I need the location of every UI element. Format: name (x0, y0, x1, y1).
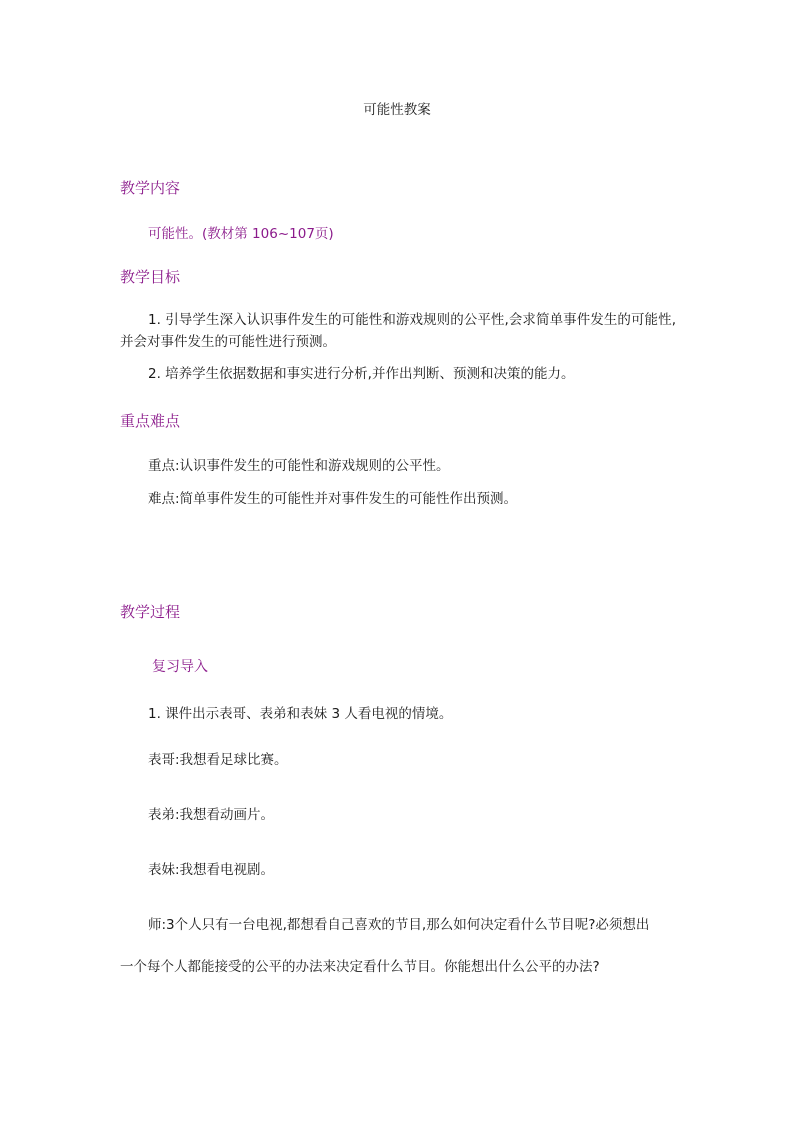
teaching-content-text: 可能性。(教材第 106~107页) (148, 226, 334, 242)
subheading-review-intro: 复习导入 (152, 659, 208, 675)
process-step-1: 1. 课件出示表哥、表弟和表妹 3 人看电视的情境。 (148, 706, 453, 722)
dialogue-younger-cousin: 表弟:我想看动画片。 (148, 807, 275, 823)
heading-key-points: 重点难点 (120, 412, 181, 430)
dialogue-cousin-sister: 表妹:我想看电视剧。 (148, 862, 275, 878)
heading-teaching-process: 教学过程 (120, 603, 181, 621)
heading-teaching-content: 教学内容 (120, 179, 181, 197)
key-point-text: 重点:认识事件发生的可能性和游戏规则的公平性。 (148, 458, 450, 474)
document-title: 可能性教案 (363, 102, 431, 118)
heading-teaching-objectives: 教学目标 (120, 268, 181, 286)
teacher-question-line-1: 师:3个人只有一台电视,都想看自己喜欢的节目,那么如何决定看什么节目呢?必须想出 (148, 917, 650, 933)
objective-item-1: 1. 引导学生深入认识事件发生的可能性和游戏规则的公平性,会求简单事件发生的可能性,并会对事件发生的可能性进行预测。 (120, 312, 676, 350)
dialogue-older-cousin: 表哥:我想看足球比赛。 (148, 752, 288, 768)
objective-item-2: 2. 培养学生依据数据和事实进行分析,并作出判断、预测和决策的能力。 (148, 366, 575, 382)
difficulty-text: 难点:简单事件发生的可能性并对事件发生的可能性作出预测。 (148, 491, 518, 507)
teacher-question-line-2: 一个每个人都能接受的公平的办法来决定看什么节目。你能想出什么公平的办法? (120, 959, 600, 975)
